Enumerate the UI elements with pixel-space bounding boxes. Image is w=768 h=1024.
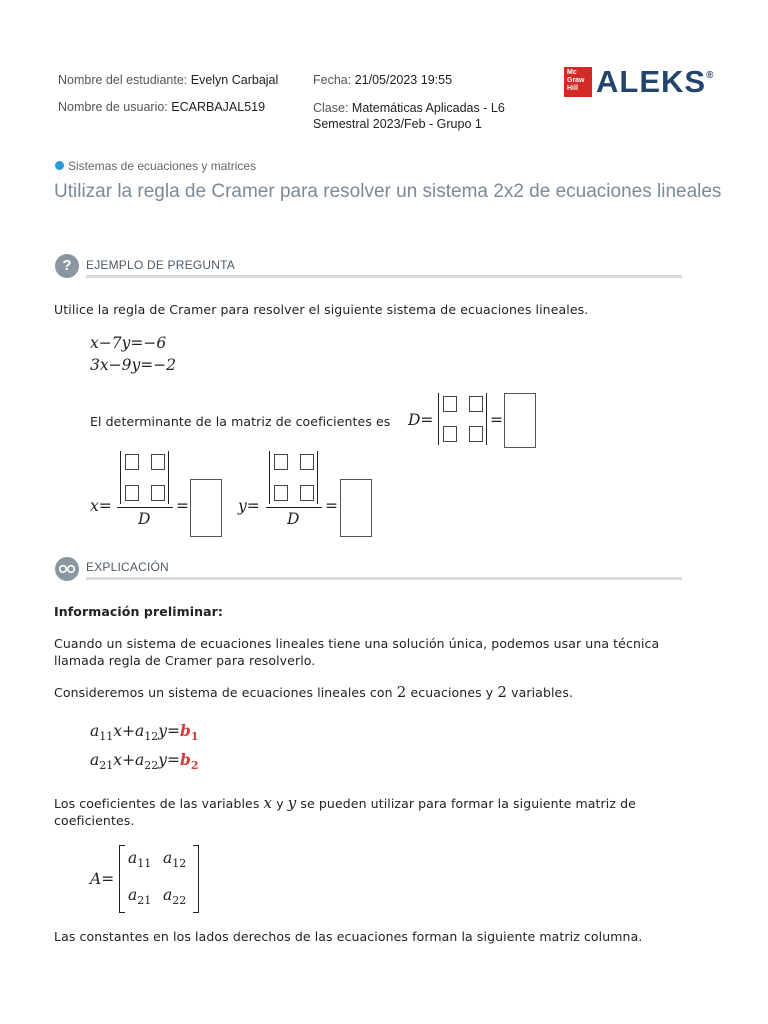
para2-number-variables: 2: [497, 683, 508, 701]
dy-entry-22[interactable]: [300, 485, 314, 501]
dy-right-bar: [317, 451, 318, 504]
dx-entry-12[interactable]: [151, 454, 165, 470]
date-row: [313, 73, 452, 87]
aleks-registered-mark: ®: [706, 70, 715, 81]
dy-entry-11[interactable]: [274, 454, 288, 470]
explanation-paragraph-1: Cuando un sistema de ecuaciones lineales tiene una solución única, podemos usar una técnica llamada regla de Cramer para resolverlo.: [54, 636, 660, 668]
dx-left-bar: [120, 451, 121, 504]
topic-label: Sistemas de ecuaciones y matrices: [68, 159, 257, 173]
aleks-logo: [596, 64, 714, 100]
general-equation-1: $a_{11}x+a_{12}y=b_1$: [90, 721, 199, 744]
para2-number-equations: 2: [396, 683, 407, 701]
username-value: ECARBAJAL519: [171, 100, 266, 114]
date-value: 21/05/2023 19:55: [354, 73, 453, 87]
y-equals-sign: =: [325, 497, 338, 515]
dx-entry-21[interactable]: [125, 485, 139, 501]
para3-variable-x: x: [263, 794, 273, 812]
class-row: [313, 100, 505, 132]
matrix-entry-a12: $a_{12}$: [163, 849, 187, 871]
matrix-entry-a22: $a_{22}$: [163, 886, 187, 908]
aleks-logo-text: ALEKS: [596, 64, 707, 99]
equation-2: 3x−9y=−2: [90, 356, 177, 374]
student-name-row: [58, 73, 278, 87]
determinant-variable: D=: [408, 411, 434, 429]
dy-entry-12[interactable]: [300, 454, 314, 470]
det-entry-a12[interactable]: [469, 396, 483, 412]
matrix-right-bracket: [193, 845, 199, 913]
username-label: Nombre de usuario:: [58, 100, 168, 114]
y-fraction-line: [266, 507, 322, 508]
section-divider: [86, 577, 682, 580]
y-answer-box[interactable]: [340, 479, 372, 537]
explanation-paragraph-3: [54, 795, 694, 829]
y-variable: y=: [238, 497, 260, 515]
date-label: Fecha:: [313, 73, 352, 87]
equation-1: x−7y=−6: [90, 334, 167, 352]
x-variable: x=: [90, 497, 112, 515]
section-divider: [86, 275, 682, 278]
mcgraw-hill-logo: [564, 67, 592, 97]
username-row: [58, 100, 265, 114]
student-name: Evelyn Carbajal: [190, 73, 279, 87]
dx-entry-11[interactable]: [125, 454, 139, 470]
x-fraction-line: [117, 507, 173, 508]
general-equation-2: $a_{21}x+a_{22}y=b_2$: [90, 750, 199, 773]
det-entry-a21[interactable]: [443, 426, 457, 442]
dx-right-bar: [168, 451, 169, 504]
para2-text-c: variables.: [511, 685, 574, 700]
explanation-heading: EXPLICACIÓN: [86, 560, 169, 574]
matrix-a-label: A=: [90, 870, 115, 888]
para3-text-b: se pueden utilizar para formar la siguiente matriz de coeficientes.: [54, 796, 636, 828]
matrix-entry-a11: $a_{11}$: [128, 849, 152, 871]
det-entry-a11[interactable]: [443, 396, 457, 412]
determinant-left-bar: [438, 393, 439, 445]
page-title: Utilizar la regla de Cramer para resolver un sistema 2x2 de ecuaciones lineales: [54, 181, 722, 202]
determinant-answer-box[interactable]: [504, 393, 536, 448]
para2-text-a: Consideremos un sistema de ecuaciones lineales con: [54, 685, 393, 700]
det-entry-a22[interactable]: [469, 426, 483, 442]
dx-entry-22[interactable]: [151, 485, 165, 501]
matrix-entry-a21: $a_{21}$: [128, 886, 152, 908]
determinant-right-bar: [486, 393, 487, 445]
question-mark-icon: ?: [55, 254, 79, 278]
para2-text-b: ecuaciones y: [410, 685, 494, 700]
x-equals-sign: =: [176, 497, 189, 515]
x-answer-box[interactable]: [190, 479, 222, 537]
sample-prompt: Utilice la regla de Cramer para resolver el siguiente sistema de ecuaciones lineales.: [54, 302, 589, 317]
preliminary-info-heading: Información preliminar:: [54, 604, 223, 619]
dy-left-bar: [269, 451, 270, 504]
explanation-paragraph-4: Las constantes en los lados derechos de las ecuaciones forman la siguiente matriz columna.: [54, 929, 643, 944]
mcgraw-hill-logo-text: Mc Graw Hill: [567, 69, 585, 92]
para3-variable-y: y: [287, 794, 297, 812]
class-value-line1: Matemáticas Aplicadas - L6: [351, 101, 505, 115]
student-label: Nombre del estudiante:: [58, 73, 188, 87]
determinant-text: El determinante de la matriz de coeficientes es: [90, 414, 391, 429]
para3-and: y: [276, 796, 284, 811]
sample-question-heading: EJEMPLO DE PREGUNTA: [86, 258, 235, 272]
equals-sign: =: [490, 411, 503, 429]
dy-entry-21[interactable]: [274, 485, 288, 501]
topic-bullet-icon: [55, 161, 64, 170]
class-value-line2: Semestral 2023/Feb - Grupo 1: [313, 117, 482, 131]
class-label: Clase:: [313, 101, 349, 115]
x-denominator: D: [138, 510, 151, 528]
glasses-icon: [55, 557, 79, 581]
matrix-left-bracket: [119, 845, 125, 913]
explanation-paragraph-2: [54, 684, 573, 701]
y-denominator: D: [287, 510, 300, 528]
para3-text-a: Los coeficientes de las variables: [54, 796, 260, 811]
